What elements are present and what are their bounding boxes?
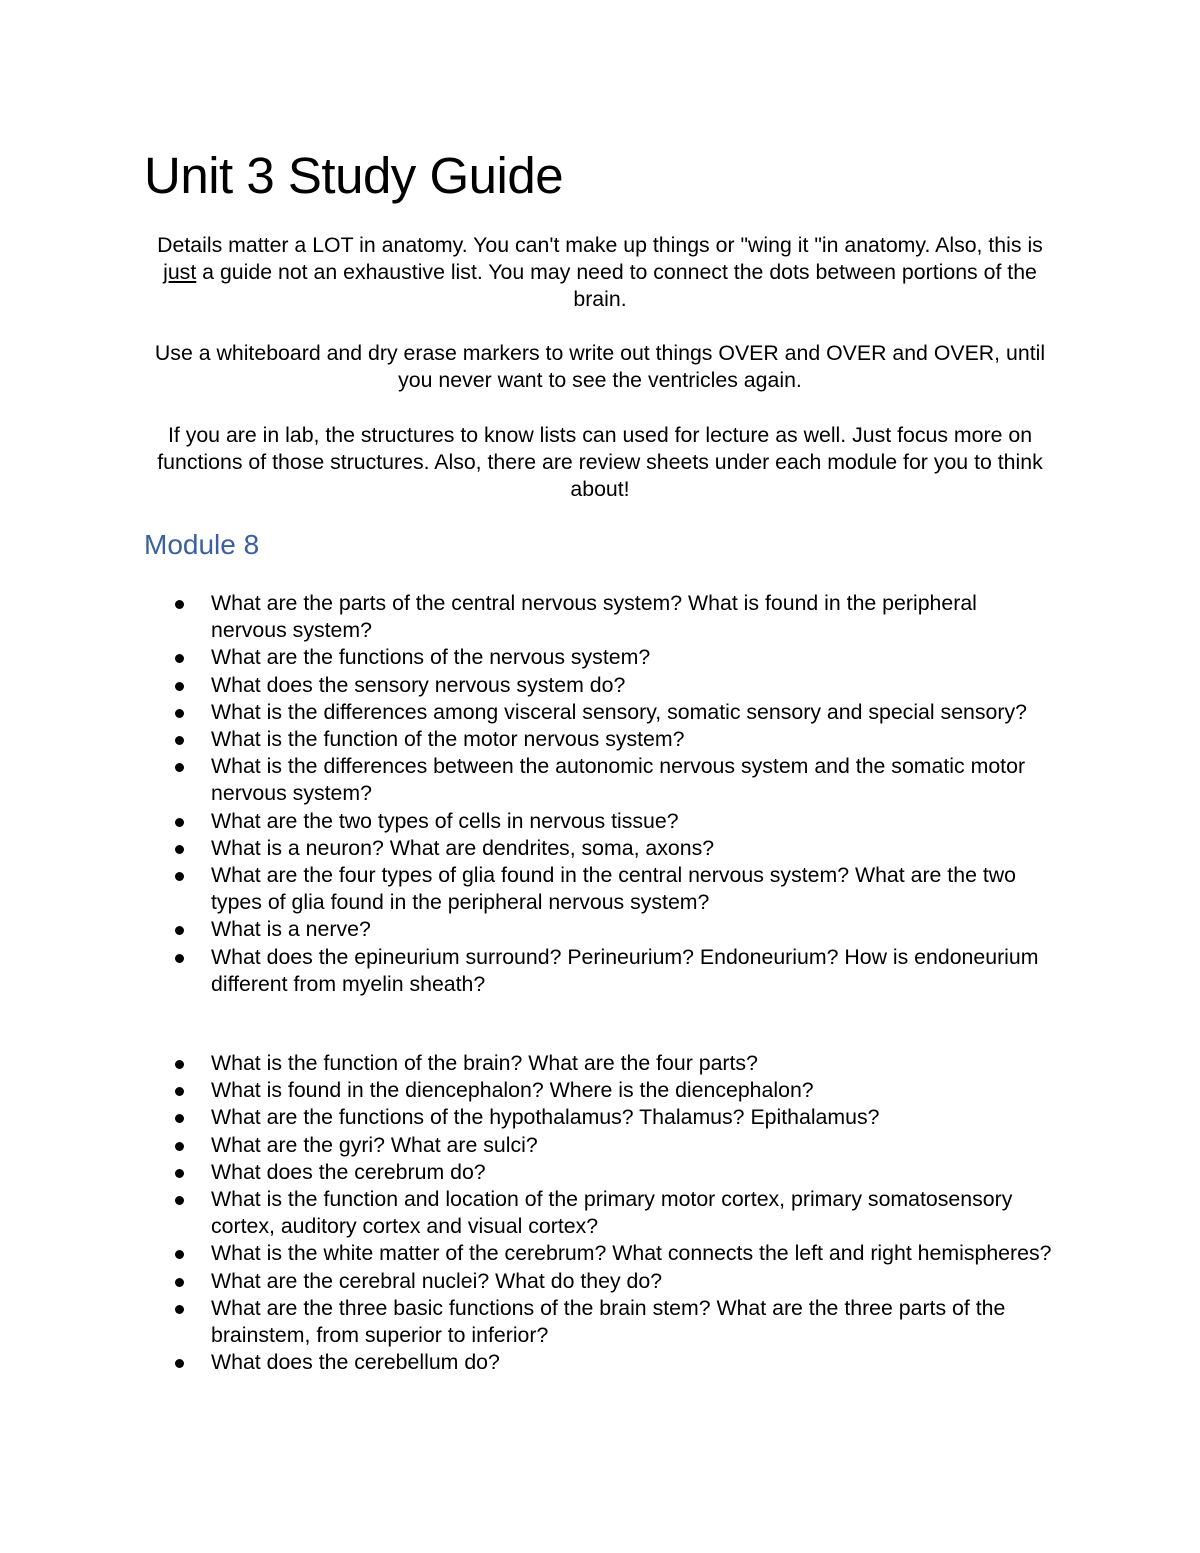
question-text: What does the sensory nervous system do? bbox=[211, 672, 626, 697]
question-text: What does the epineurium surround? Perineurium? Endoneurium? How is endoneurium different from myelin sheath? bbox=[211, 944, 1039, 996]
question-item bbox=[144, 916, 1056, 943]
question-text: What are the cerebral nuclei? What do they do? bbox=[211, 1268, 663, 1293]
question-item bbox=[144, 726, 1056, 753]
bullet-icon bbox=[175, 1278, 184, 1287]
question-text: What are the three basic functions of the brain stem? What are the three parts of the brainstem, from superior to inferior? bbox=[211, 1295, 1006, 1348]
question-text: What is the function of the brain? What are the four parts? bbox=[211, 1051, 758, 1075]
bullet-icon bbox=[175, 1196, 184, 1205]
intro-paragraph-3: If you are in lab, the structures to know lists can used for lecture as well. Just focus more on functions of those structures. Also, there are review sheets under each module for you to think about! bbox=[157, 423, 1043, 502]
bullet-icon bbox=[175, 1142, 184, 1151]
bullet-icon bbox=[175, 763, 184, 772]
question-text: What does the cerebellum do? bbox=[211, 1350, 500, 1375]
intro-underlined-word: just bbox=[163, 260, 197, 285]
question-item bbox=[144, 672, 1056, 699]
page-title: Unit 3 Study Guide bbox=[144, 147, 564, 204]
question-text: What are the gyri? What are sulci? bbox=[211, 1132, 538, 1157]
question-item bbox=[144, 1050, 1056, 1077]
bullet-icon bbox=[175, 682, 184, 691]
question-item bbox=[144, 1268, 1056, 1295]
bullet-icon bbox=[175, 1060, 184, 1069]
question-text: What is a nerve? bbox=[211, 917, 371, 942]
bullet-icon bbox=[175, 926, 184, 935]
question-text: What is the function and location of the primary motor cortex, primary somatosensory cortex, auditory cortex and visual cortex? bbox=[211, 1187, 1013, 1239]
bullet-icon bbox=[175, 654, 184, 663]
question-list-1 bbox=[144, 590, 1056, 998]
bullet-icon bbox=[175, 1359, 184, 1368]
question-item bbox=[144, 1295, 1056, 1349]
question-text: What is the differences between the autonomic nervous system and the somatic motor nervous system? bbox=[211, 754, 1026, 806]
question-item bbox=[144, 1159, 1056, 1186]
question-item bbox=[144, 1349, 1056, 1376]
bullet-icon bbox=[175, 1169, 184, 1178]
bullet-icon bbox=[175, 872, 184, 881]
question-item bbox=[144, 1240, 1056, 1267]
question-text: What is the white matter of the cerebrum? What connects the left and right hemispheres? bbox=[211, 1241, 1052, 1266]
question-text: What is found in the diencephalon? Where is the diencephalon? bbox=[211, 1078, 814, 1103]
intro-paragraph-1 bbox=[144, 232, 1056, 314]
question-item bbox=[144, 944, 1056, 998]
intro-paragraph-2: Use a whiteboard and dry erase markers to write out things OVER and OVER and OVER, until you never want to see the ventricles again. bbox=[154, 341, 1046, 393]
question-text: What are the functions of the nervous system? bbox=[211, 645, 651, 670]
question-text: What are the functions of the hypothalamus? Thalamus? Epithalamus? bbox=[211, 1105, 880, 1130]
bullet-icon bbox=[175, 1114, 184, 1123]
question-item bbox=[144, 1104, 1056, 1131]
question-text: What is the function of the motor nervous system? bbox=[211, 727, 685, 752]
question-text: What is the differences among visceral sensory, somatic sensory and special sensory? bbox=[211, 699, 1027, 724]
question-item bbox=[144, 753, 1056, 807]
question-item bbox=[144, 644, 1056, 671]
bullet-icon bbox=[175, 1250, 184, 1259]
question-list-2 bbox=[144, 1050, 1056, 1376]
question-item bbox=[144, 1077, 1056, 1104]
question-item bbox=[144, 1132, 1056, 1159]
question-text: What does the cerebrum do? bbox=[211, 1159, 486, 1184]
question-item bbox=[144, 862, 1056, 916]
bullet-icon bbox=[175, 736, 184, 745]
question-item bbox=[144, 590, 1056, 644]
bullet-icon bbox=[175, 818, 184, 827]
bullet-icon bbox=[175, 1087, 184, 1096]
question-text: What are the parts of the central nervous system? What is found in the peripheral nervous system? bbox=[211, 591, 977, 643]
question-text: What is a neuron? What are dendrites, soma, axons? bbox=[211, 835, 715, 860]
bullet-icon bbox=[175, 1305, 184, 1314]
question-item bbox=[144, 808, 1056, 835]
intro-text-1a: Details matter a LOT in anatomy. You can't make up things or "wing it "in anatomy. Also, this is bbox=[157, 233, 1043, 257]
module-heading: Module 8 bbox=[144, 529, 260, 560]
question-item bbox=[144, 835, 1056, 862]
question-item bbox=[144, 699, 1056, 726]
question-text: What are the four types of glia found in the central nervous system? What are the two types of glia found in the peripheral nervous system? bbox=[211, 863, 1016, 915]
bullet-icon bbox=[175, 600, 184, 609]
bullet-icon bbox=[175, 709, 184, 718]
question-item bbox=[144, 1186, 1056, 1240]
intro-text-1b: a guide not an exhaustive list. You may need to connect the dots between portions of the brain. bbox=[196, 260, 1037, 312]
bullet-icon bbox=[175, 954, 184, 963]
bullet-icon bbox=[175, 845, 184, 854]
question-text: What are the two types of cells in nervous tissue? bbox=[211, 808, 679, 833]
